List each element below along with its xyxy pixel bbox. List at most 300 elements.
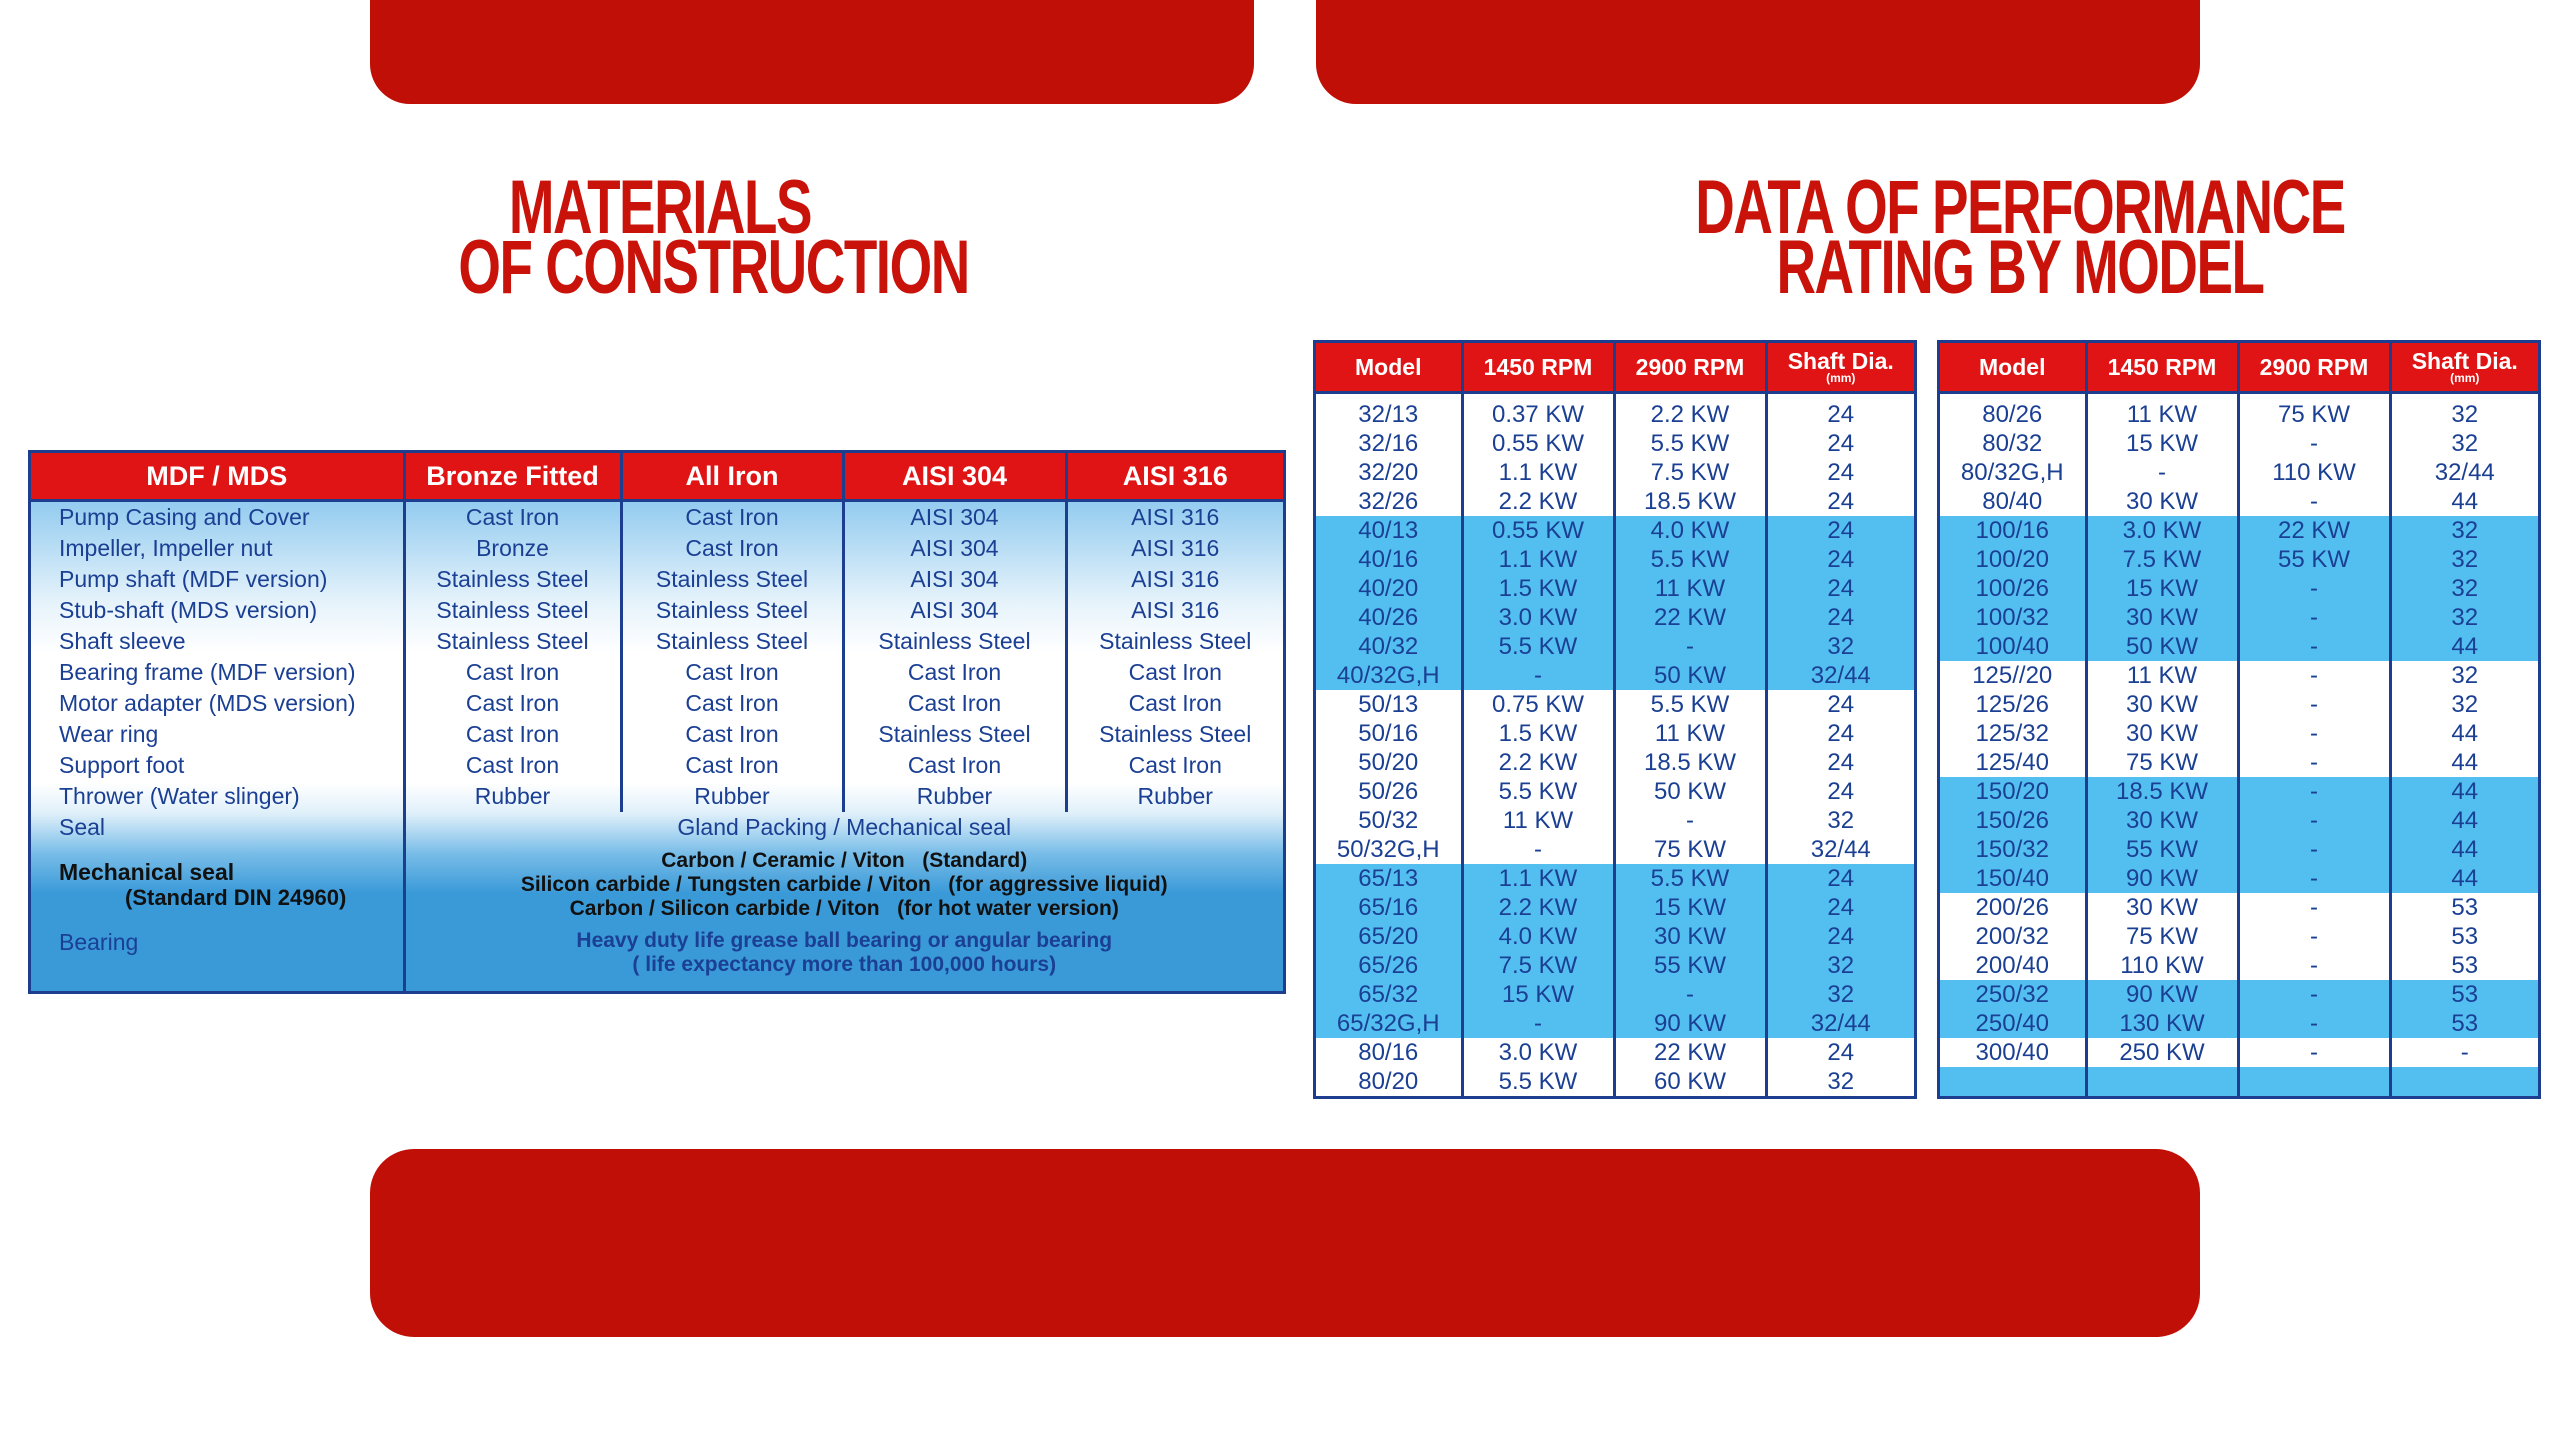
model-cell: 80/32	[1940, 429, 2086, 458]
materials-header-row	[31, 453, 1283, 501]
shaft-dia-cell: 44	[2390, 864, 2538, 893]
rpm-1450-cell: 50 KW	[2086, 632, 2238, 661]
performance-row	[1940, 777, 2538, 806]
rpm-1450-cell: 11 KW	[1462, 806, 1614, 835]
mechanical-seal-label-cell	[31, 843, 404, 921]
material-cell: Cast Iron	[843, 750, 1066, 781]
component-name: Pump shaft (MDF version)	[31, 564, 404, 595]
rpm-1450-cell: 1.5 KW	[1462, 719, 1614, 748]
material-cell: Cast Iron	[404, 501, 621, 534]
shaft-dia-label: Shaft Dia.	[1787, 348, 1894, 374]
materials-heading	[458, 165, 969, 310]
rpm-2900-cell: 7.5 KW	[1614, 458, 1766, 487]
performance-row	[1940, 1067, 2538, 1096]
rpm-2900-cell: -	[2238, 603, 2390, 632]
material-cell: Cast Iron	[404, 750, 621, 781]
shaft-dia-cell: 44	[2390, 777, 2538, 806]
materials-row	[31, 719, 1283, 750]
rpm-1450-cell: 5.5 KW	[1462, 777, 1614, 806]
performance-header-cell: 1450 RPM	[2086, 343, 2238, 393]
shaft-dia-cell	[2390, 1067, 2538, 1096]
model-cell: 200/26	[1940, 893, 2086, 922]
material-cell: Stainless Steel	[621, 626, 843, 657]
rpm-2900-cell: -	[2238, 980, 2390, 1009]
component-name: Motor adapter (MDS version)	[31, 688, 404, 719]
shaft-dia-cell: 44	[2451, 748, 2479, 776]
performance-row	[1316, 1067, 1914, 1096]
seal-value: Gland Packing / Mechanical seal	[677, 814, 1012, 840]
shaft-dia-cell: 32	[2390, 516, 2538, 545]
model-cell: 125/26	[1940, 690, 2086, 719]
model-cell: 40/32G,H	[1316, 661, 1462, 690]
rpm-2900-cell: 18.5 KW	[1614, 748, 1766, 777]
performance-row	[1316, 690, 1914, 719]
model-cell: 125/40	[1940, 748, 2086, 777]
shaft-dia-cell: 32	[2390, 574, 2538, 603]
rpm-2900-cell: 18.5 KW	[1614, 487, 1766, 516]
shaft-dia-cell: 44	[2451, 719, 2479, 747]
materials-row	[31, 501, 1283, 534]
materials-header-cell: MDF / MDS	[31, 453, 404, 501]
component-name: Impeller, Impeller nut	[31, 533, 404, 564]
performance-row	[1316, 429, 1914, 458]
rpm-1450-cell: 30 KW	[2086, 690, 2238, 719]
model-cell: 40/13	[1316, 516, 1462, 545]
performance-header-cell: 1450 RPM	[1462, 343, 1614, 393]
rpm-2900-cell: 5.5 KW	[1614, 545, 1766, 574]
material-cell: Stainless Steel	[621, 595, 843, 626]
performance-row	[1940, 429, 2538, 458]
model-cell: 32/20	[1316, 458, 1462, 487]
performance-heading-line-1: DATA OF PERFORMANCE	[1695, 165, 2345, 250]
material-cell: Cast Iron	[1128, 690, 1222, 716]
material-cell: AISI 316	[1131, 566, 1220, 592]
model-cell: 80/16	[1316, 1038, 1462, 1067]
rpm-1450-cell: 15 KW	[1462, 980, 1614, 1009]
rpm-2900-cell: 22 KW	[1614, 603, 1766, 632]
performance-row	[1940, 393, 2538, 430]
material-cell: AISI 316	[1131, 504, 1220, 530]
component-name: Bearing	[31, 921, 404, 991]
rpm-2900-cell: -	[2238, 487, 2390, 516]
performance-table-2	[1937, 340, 2541, 1099]
rpm-1450-cell	[2086, 1067, 2238, 1096]
materials-row	[31, 657, 1283, 688]
rpm-1450-cell: 30 KW	[2086, 806, 2238, 835]
material-cell: Cast Iron	[843, 657, 1066, 688]
shaft-dia-cell: 24	[1827, 1038, 1855, 1066]
rpm-2900-cell: -	[2238, 1038, 2390, 1067]
shaft-dia-cell: 32	[1766, 951, 1914, 980]
material-cell: Cast Iron	[404, 688, 621, 719]
performance-heading-line-2: RATING BY MODEL	[1776, 225, 2264, 310]
mechanical-seal-option: Silicon carbide / Tungsten carbide / Viton (for aggressive liquid)	[520, 873, 1168, 896]
rpm-2900-cell: -	[2238, 864, 2390, 893]
model-cell: 65/32	[1316, 980, 1462, 1009]
rpm-1450-cell: 55 KW	[2086, 835, 2238, 864]
materials-header-cell: AISI 316	[1066, 453, 1283, 501]
materials-header-cell: Bronze Fitted	[404, 453, 621, 501]
mechanical-seal-row	[31, 843, 1283, 921]
rpm-1450-cell: -	[1462, 835, 1614, 864]
performance-heading	[1689, 165, 2351, 310]
shaft-dia-cell: 24	[1827, 429, 1855, 457]
shaft-dia-cell: 53	[2451, 922, 2479, 950]
material-cell: Cast Iron	[621, 688, 843, 719]
performance-table-1	[1313, 340, 1917, 1099]
performance-header-cell: 2900 RPM	[2238, 343, 2390, 393]
shaft-dia-cell: 32	[2451, 661, 2479, 689]
mechanical-seal-option: Carbon / Ceramic / Viton (Standard)	[661, 849, 1028, 872]
model-cell: 80/26	[1940, 393, 2086, 430]
rpm-2900-cell: 22 KW	[1614, 1038, 1766, 1067]
rpm-2900-cell: 75 KW	[2238, 393, 2390, 430]
rpm-1450-cell: -	[1462, 661, 1614, 690]
shaft-dia-cell: 44	[2390, 632, 2538, 661]
rpm-2900-cell: -	[2238, 719, 2390, 748]
bearing-row	[31, 921, 1283, 991]
shaft-dia-cell: 24	[1766, 603, 1914, 632]
shaft-dia-cell: 24	[1827, 400, 1855, 428]
performance-row	[1316, 632, 1914, 661]
rpm-1450-cell: 90 KW	[2086, 980, 2238, 1009]
rpm-1450-cell: 1.1 KW	[1462, 864, 1614, 893]
model-cell: 200/40	[1940, 951, 2086, 980]
performance-row	[1940, 458, 2538, 487]
shaft-dia-cell: 32	[1766, 980, 1914, 1009]
model-cell: 50/26	[1316, 777, 1462, 806]
model-cell: 65/32G,H	[1316, 1009, 1462, 1038]
model-cell: 250/32	[1940, 980, 2086, 1009]
materials-row	[31, 533, 1283, 564]
rpm-1450-cell: 30 KW	[2086, 487, 2238, 516]
bearing-line: ( life expectancy more than 100,000 hours)	[632, 953, 1057, 976]
component-name: Bearing frame (MDF version)	[31, 657, 404, 688]
component-name: Stub-shaft (MDS version)	[31, 595, 404, 626]
performance-row	[1316, 951, 1914, 980]
material-cell: Stainless Steel	[404, 595, 621, 626]
rpm-2900-cell: -	[1614, 632, 1766, 661]
performance-row	[1316, 980, 1914, 1009]
top-left-banner	[370, 0, 1254, 104]
bearing-line: Heavy duty life grease ball bearing or angular bearing	[576, 929, 1113, 952]
shaft-dia-cell: 24	[1827, 458, 1855, 486]
rpm-1450-cell: 11 KW	[2086, 393, 2238, 430]
rpm-2900-cell: 110 KW	[2238, 458, 2390, 487]
performance-row	[1316, 661, 1914, 690]
rpm-1450-cell: 15 KW	[2086, 429, 2238, 458]
performance-row	[1940, 1009, 2538, 1038]
material-cell: Rubber	[843, 781, 1066, 812]
model-cell: 50/20	[1316, 748, 1462, 777]
component-name: Seal	[31, 812, 404, 843]
shaft-dia-cell: 53	[2390, 980, 2538, 1009]
rpm-2900-cell: 60 KW	[1614, 1067, 1766, 1096]
rpm-2900-cell: -	[2238, 806, 2390, 835]
rpm-2900-cell: 75 KW	[1614, 835, 1766, 864]
shaft-dia-cell: 24	[1766, 922, 1914, 951]
rpm-1450-cell: 130 KW	[2086, 1009, 2238, 1038]
model-cell: 65/26	[1316, 951, 1462, 980]
rpm-1450-cell: 4.0 KW	[1462, 922, 1614, 951]
rpm-2900-cell: 5.5 KW	[1614, 864, 1766, 893]
performance-header-row	[1316, 343, 1914, 393]
materials-heading-line-1: MATERIALS	[508, 165, 812, 250]
material-cell: Rubber	[621, 781, 843, 812]
rpm-1450-cell: 0.75 KW	[1462, 690, 1614, 719]
performance-row	[1316, 1009, 1914, 1038]
model-cell: 100/40	[1940, 632, 2086, 661]
shaft-dia-unit: (mm)	[2450, 371, 2480, 385]
rpm-1450-cell: 7.5 KW	[1462, 951, 1614, 980]
shaft-dia-cell: 53	[2451, 951, 2479, 979]
model-cell: 150/40	[1940, 864, 2086, 893]
model-cell: 32/13	[1316, 393, 1462, 430]
material-cell: Stainless Steel	[843, 626, 1066, 657]
material-cell: Cast Iron	[621, 501, 843, 534]
rpm-1450-cell: 250 KW	[2086, 1038, 2238, 1067]
material-cell: Stainless Steel	[843, 719, 1066, 750]
rpm-2900-cell: -	[2238, 893, 2390, 922]
performance-row	[1316, 574, 1914, 603]
rpm-1450-cell: -	[2086, 458, 2238, 487]
performance-row	[1940, 690, 2538, 719]
shaft-dia-cell: 44	[2390, 835, 2538, 864]
performance-header-cell: 2900 RPM	[1614, 343, 1766, 393]
model-cell: 100/32	[1940, 603, 2086, 632]
performance-header-cell: Model	[1316, 343, 1462, 393]
shaft-dia-cell: 24	[1827, 690, 1855, 718]
bottom-banner	[370, 1149, 2200, 1337]
materials-table	[28, 450, 1286, 994]
model-cell: 65/13	[1316, 864, 1462, 893]
rpm-2900-cell: 2.2 KW	[1614, 393, 1766, 430]
component-name: Wear ring	[31, 719, 404, 750]
material-cell: Cast Iron	[404, 657, 621, 688]
material-cell: Stainless Steel	[1099, 721, 1252, 747]
material-cell: AISI 304	[843, 533, 1066, 564]
materials-heading-line-2: OF CONSTRUCTION	[458, 225, 969, 310]
performance-row	[1316, 516, 1914, 545]
performance-row	[1940, 661, 2538, 690]
performance-row	[1316, 393, 1914, 430]
model-cell: 150/32	[1940, 835, 2086, 864]
performance-row	[1940, 922, 2538, 951]
rpm-2900-cell: -	[2238, 661, 2390, 690]
rpm-2900-cell: 15 KW	[1614, 893, 1766, 922]
rpm-1450-cell: 3.0 KW	[2086, 516, 2238, 545]
rpm-1450-cell: 15 KW	[2086, 574, 2238, 603]
rpm-1450-cell: 18.5 KW	[2086, 777, 2238, 806]
model-cell: 250/40	[1940, 1009, 2086, 1038]
material-cell: Cast Iron	[621, 750, 843, 781]
rpm-1450-cell: -	[1462, 1009, 1614, 1038]
rpm-2900-cell: -	[2238, 690, 2390, 719]
shaft-dia-cell: 24	[1766, 893, 1914, 922]
rpm-2900-cell: 4.0 KW	[1614, 516, 1766, 545]
model-cell: 100/20	[1940, 545, 2086, 574]
materials-row	[31, 781, 1283, 812]
performance-row	[1316, 893, 1914, 922]
performance-row	[1316, 835, 1914, 864]
shaft-dia-cell: 24	[1827, 719, 1855, 747]
rpm-2900-cell: -	[2238, 574, 2390, 603]
materials-row	[31, 595, 1283, 626]
component-name: Shaft sleeve	[31, 626, 404, 657]
model-cell: 65/20	[1316, 922, 1462, 951]
material-cell: Stainless Steel	[621, 564, 843, 595]
shaft-dia-unit: (mm)	[1826, 371, 1856, 385]
performance-row	[1940, 487, 2538, 516]
shaft-dia-cell: 32	[2390, 545, 2538, 574]
rpm-2900-cell: 5.5 KW	[1614, 429, 1766, 458]
model-cell: 80/40	[1940, 487, 2086, 516]
performance-header-cell	[1766, 343, 1914, 393]
model-cell: 40/26	[1316, 603, 1462, 632]
rpm-2900-cell: -	[2238, 922, 2390, 951]
performance-row	[1316, 922, 1914, 951]
seal-row	[31, 812, 1283, 843]
rpm-1450-cell: 110 KW	[2086, 951, 2238, 980]
performance-header-cell	[2390, 343, 2538, 393]
rpm-1450-cell: 90 KW	[2086, 864, 2238, 893]
model-cell: 125/32	[1940, 719, 2086, 748]
shaft-dia-cell: 24	[1827, 487, 1855, 515]
rpm-1450-cell: 0.55 KW	[1462, 429, 1614, 458]
rpm-2900-cell: -	[2238, 951, 2390, 980]
rpm-1450-cell: 2.2 KW	[1462, 748, 1614, 777]
mechanical-seal-label: Mechanical seal	[59, 859, 235, 885]
rpm-2900-cell: 50 KW	[1614, 777, 1766, 806]
rpm-2900-cell: -	[2238, 748, 2390, 777]
performance-row	[1940, 516, 2538, 545]
performance-row	[1940, 632, 2538, 661]
model-cell: 80/32G,H	[1940, 458, 2086, 487]
rpm-2900-cell: 5.5 KW	[1614, 690, 1766, 719]
materials-row	[31, 750, 1283, 781]
rpm-2900-cell: 30 KW	[1614, 922, 1766, 951]
model-cell: 100/16	[1940, 516, 2086, 545]
performance-row	[1316, 603, 1914, 632]
component-name: Pump Casing and Cover	[31, 501, 404, 534]
shaft-dia-cell: -	[2460, 1038, 2469, 1066]
material-cell: Cast Iron	[621, 719, 843, 750]
rpm-2900-cell: -	[2238, 777, 2390, 806]
rpm-1450-cell: 75 KW	[2086, 748, 2238, 777]
materials-header-cell: AISI 304	[843, 453, 1066, 501]
rpm-1450-cell: 30 KW	[2086, 603, 2238, 632]
rpm-1450-cell: 1.1 KW	[1462, 458, 1614, 487]
rpm-1450-cell: 75 KW	[2086, 922, 2238, 951]
model-cell: 50/32	[1316, 806, 1462, 835]
shaft-dia-cell: 24	[1766, 574, 1914, 603]
performance-row	[1316, 1038, 1914, 1067]
model-cell: 50/32G,H	[1316, 835, 1462, 864]
component-name: Thrower (Water slinger)	[31, 781, 404, 812]
material-cell: Cast Iron	[843, 688, 1066, 719]
rpm-1450-cell: 1.5 KW	[1462, 574, 1614, 603]
model-cell: 100/26	[1940, 574, 2086, 603]
rpm-2900-cell: 11 KW	[1614, 574, 1766, 603]
shaft-dia-cell: 44	[2451, 487, 2479, 515]
shaft-dia-cell: 32	[1827, 806, 1855, 834]
model-cell: 150/26	[1940, 806, 2086, 835]
materials-row	[31, 626, 1283, 657]
shaft-dia-cell: 32	[2451, 429, 2479, 457]
rpm-1450-cell: 7.5 KW	[2086, 545, 2238, 574]
rpm-2900-cell: -	[2238, 835, 2390, 864]
component-name: Support foot	[31, 750, 404, 781]
material-cell: AISI 316	[1131, 535, 1220, 561]
rpm-2900-cell: 22 KW	[2238, 516, 2390, 545]
material-cell: AISI 304	[843, 564, 1066, 595]
shaft-dia-cell: 44	[2390, 806, 2538, 835]
mechanical-seal-options	[404, 843, 1283, 921]
shaft-dia-label: Shaft Dia.	[2411, 348, 2518, 374]
performance-header-row	[1940, 343, 2538, 393]
rpm-1450-cell: 2.2 KW	[1462, 487, 1614, 516]
shaft-dia-cell: 32/44	[1766, 661, 1914, 690]
shaft-dia-cell: 24	[1766, 516, 1914, 545]
material-cell: Cast Iron	[621, 533, 843, 564]
performance-row	[1940, 748, 2538, 777]
model-cell: 200/32	[1940, 922, 2086, 951]
shaft-dia-cell: 24	[1827, 777, 1855, 805]
rpm-2900-cell: -	[1614, 980, 1766, 1009]
model-cell: 50/13	[1316, 690, 1462, 719]
performance-row	[1940, 719, 2538, 748]
performance-row	[1940, 603, 2538, 632]
material-cell: Cast Iron	[1128, 752, 1222, 778]
rpm-2900-cell: 55 KW	[1614, 951, 1766, 980]
rpm-1450-cell: 2.2 KW	[1462, 893, 1614, 922]
model-cell: 32/26	[1316, 487, 1462, 516]
performance-row	[1316, 777, 1914, 806]
material-cell: Cast Iron	[621, 657, 843, 688]
rpm-2900-cell: -	[2238, 1009, 2390, 1038]
performance-row	[1316, 748, 1914, 777]
model-cell: 50/16	[1316, 719, 1462, 748]
performance-row	[1316, 487, 1914, 516]
bearing-value	[404, 921, 1283, 991]
model-cell: 80/20	[1316, 1067, 1462, 1096]
shaft-dia-cell: 24	[1827, 748, 1855, 776]
shaft-dia-cell: 53	[2451, 893, 2479, 921]
shaft-dia-cell: 32/44	[1810, 835, 1871, 863]
rpm-1450-cell: 0.55 KW	[1462, 516, 1614, 545]
rpm-1450-cell: 3.0 KW	[1462, 603, 1614, 632]
materials-header-cell: All Iron	[621, 453, 843, 501]
shaft-dia-cell: 32	[2390, 603, 2538, 632]
mechanical-seal-sublabel: (Standard DIN 24960)	[125, 885, 347, 910]
performance-row	[1940, 545, 2538, 574]
rpm-1450-cell: 5.5 KW	[1462, 632, 1614, 661]
shaft-dia-cell: 32/44	[1766, 1009, 1914, 1038]
performance-row	[1316, 545, 1914, 574]
performance-row	[1940, 1038, 2538, 1067]
model-cell: 32/16	[1316, 429, 1462, 458]
material-cell: Bronze	[404, 533, 621, 564]
rpm-2900-cell: 11 KW	[1614, 719, 1766, 748]
shaft-dia-cell: 32	[1766, 632, 1914, 661]
rpm-2900-cell	[2238, 1067, 2390, 1096]
material-cell: AISI 304	[843, 501, 1066, 534]
materials-row	[31, 688, 1283, 719]
shaft-dia-cell: 32/44	[2434, 458, 2495, 486]
mechanical-seal-option: Carbon / Silicon carbide / Viton (for hot water version)	[569, 897, 1119, 920]
model-cell	[1940, 1067, 2086, 1096]
rpm-2900-cell: -	[2238, 632, 2390, 661]
